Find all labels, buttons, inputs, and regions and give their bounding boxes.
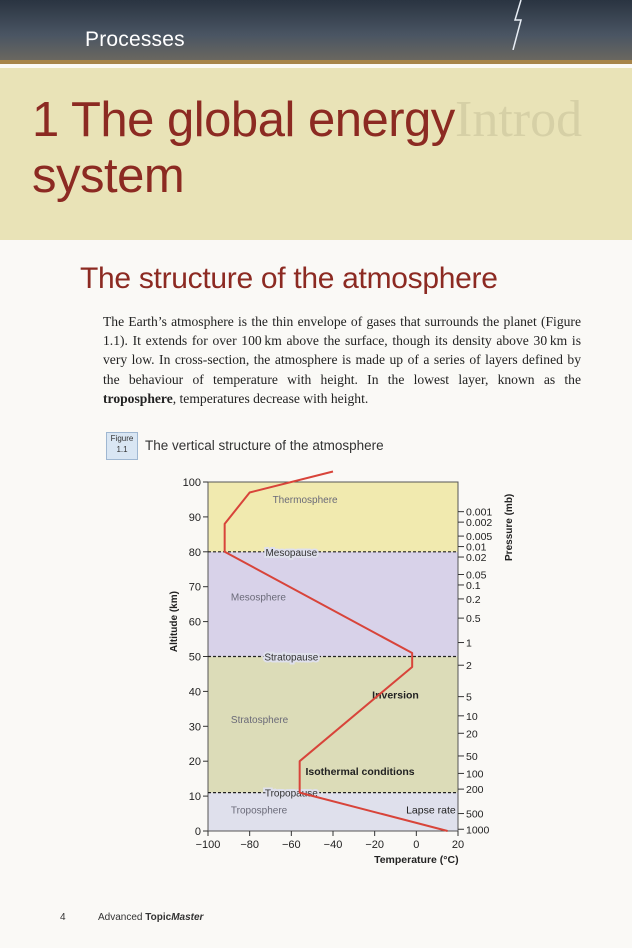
footer-brand-topic: Topic [145,912,172,923]
layer-band-thermosphere [208,482,458,552]
pressure-tick-label: 100 [466,768,484,781]
layer-label-troposphere: Troposphere [230,805,288,817]
pressure-tick-label: 0.02 [466,552,487,565]
layer-label-mesosphere: Mesosphere [230,592,286,604]
y-tick-label: 30 [188,721,201,734]
pressure-tick-label: 500 [466,808,484,821]
header-accent-line [0,60,632,64]
y-tick-label: 100 [182,477,201,489]
y-tick-label: 90 [188,511,201,524]
pressure-tick-label: 0.01 [466,541,487,554]
footer-brand-master: Master [171,912,204,923]
pressure-tick-label: 0.2 [466,593,481,606]
ghost-word: Introd [455,91,583,148]
annotation-label: Lapse rate [406,804,456,817]
layer-band-mesosphere [208,552,458,657]
footer-brand-prefix: Advanced [98,912,146,923]
x-tick-label: −100 [195,839,221,851]
section-label: Processes [85,28,185,51]
annotation-label: Inversion [372,689,419,702]
layer-label-stratosphere: Stratosphere [230,714,289,726]
pressure-tick-label: 0.002 [466,517,493,530]
y-tick-label: 80 [188,546,201,559]
y-tick-label: 20 [188,756,201,769]
pressure-tick-label: 0.05 [466,569,487,582]
body-paragraph [103,312,581,408]
key-term: troposphere [103,390,173,406]
lightning-icon [505,0,537,50]
y-tick-label: 40 [188,686,201,699]
layer-label-thermosphere: Thermosphere [272,494,338,506]
x-axis-label: Temperature (°C) [374,854,459,866]
atmosphere-chart [155,465,555,875]
pressure-tick-label: 1 [466,637,472,650]
y-tick-label: 10 [188,791,201,804]
figure-badge [106,432,138,460]
body-text-end: , temperatures decrease with height. [172,390,369,406]
x-tick-label: 0 [413,839,420,851]
x-tick-label: −80 [240,839,260,851]
y-tick-label: 70 [188,581,201,594]
x-tick-label: 20 [451,839,465,851]
pressure-tick-label: 0.001 [466,506,493,519]
pressure-tick-label: 20 [466,728,478,741]
pressure-tick-label: 50 [466,750,478,763]
x-tick-label: −60 [281,839,301,851]
figure-badge-number: 1.1 [116,445,128,454]
page-number: 4 [60,912,66,923]
pressure-tick-label: 2 [466,660,472,673]
section-heading: The structure of the atmosphere [80,262,498,295]
boundary-label-mesopause: Mesopause [265,547,318,559]
pressure-tick-label: 10 [466,710,478,723]
y-tick-label: 60 [188,616,201,629]
y-tick-label: 50 [188,651,201,664]
y-tick-label: 0 [194,826,201,838]
pressure-tick-label: 200 [466,784,484,797]
figure-badge-word: Figure [110,434,134,443]
pressure-tick-label: 5 [466,691,472,704]
pressure-tick-label: 0.1 [466,579,481,592]
pressure-tick-label: 0.5 [466,613,481,626]
chapter-title [32,92,592,204]
body-text-start: The Earth’s atmosphere is the thin envelope of gases that surrounds the planet (Figure 1.1). It extends for over 100 km above the surface, though its density above 30 km is very low. In cross-section, the atmosphere is made up of a series of layers defined by the behaviour of temperature with height. In the lowest layer, known as the [103,314,581,387]
footer-brand [98,912,203,923]
pressure-tick-label: 0.005 [466,531,493,544]
x-tick-label: −40 [323,839,343,851]
figure-caption: The vertical structure of the atmosphere [145,438,384,453]
y-axis-label: Altitude (km) [169,591,180,653]
chapter-title-text: The global energy system [32,93,455,203]
x-tick-label: −20 [365,839,385,851]
boundary-label-tropopause: Tropopause [264,788,318,800]
boundary-label-stratopause: Stratopause [264,652,319,664]
pressure-axis-label: Pressure (mb) [504,493,515,561]
pressure-tick-label: 1000 [466,824,490,837]
annotation-label: Isothermal conditions [305,766,415,779]
chapter-number: 1 [32,93,59,147]
